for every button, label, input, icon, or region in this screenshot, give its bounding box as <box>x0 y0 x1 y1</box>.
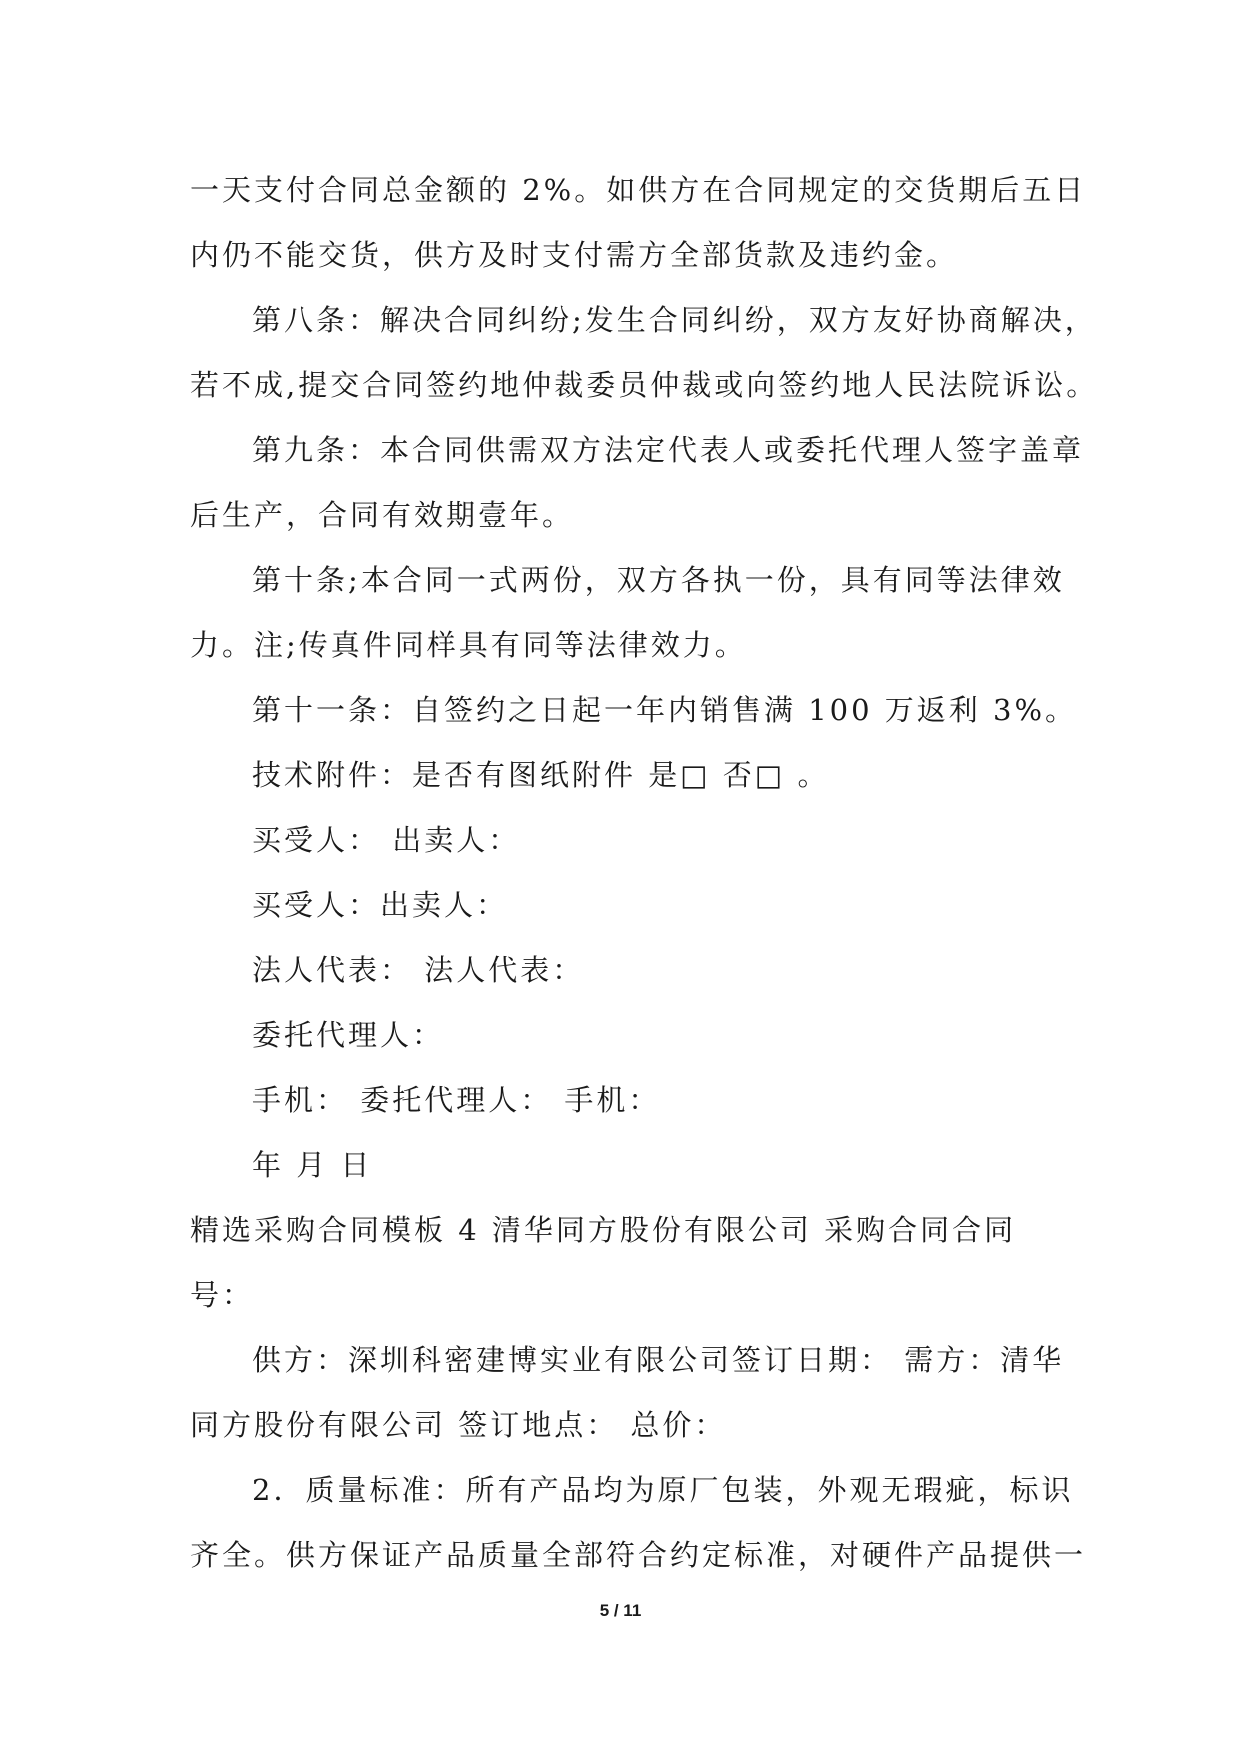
quality-standard: 2．质量标准：所有产品均为原厂包装，外观无瑕疵，标识 <box>252 1473 1074 1507</box>
date-line: 年 月 日 <box>252 1148 373 1182</box>
legal-representative-line: 法人代表： 法人代表： <box>252 953 585 987</box>
text-line: 后生产，合同有效期壹年。 <box>190 498 575 532</box>
buyer-seller-line: 买受人： 出卖人： <box>252 823 521 857</box>
buyer-seller-line: 买受人：出卖人： <box>252 888 509 922</box>
article-ten: 第十条;本合同一式两份，双方各执一份，具有同等法律效 <box>252 563 1065 597</box>
article-eight: 第八条：解决合同纠纷;发生合同纠纷，双方友好协商解决， <box>252 303 1097 337</box>
text-line: 若不成,提交合同签约地仲裁委员仲裁或向签约地人民法院诉讼。 <box>190 368 1099 402</box>
text-line: 力。注;传真件同样具有同等法律效力。 <box>190 628 747 662</box>
document-body <box>190 158 1099 1588</box>
text-line: 号： <box>190 1278 255 1312</box>
agent-line: 委托代理人： <box>252 1018 445 1052</box>
page-number: 5 / 11 <box>599 1601 642 1620</box>
phone-line: 手机： 委托代理人： 手机： <box>252 1083 661 1117</box>
article-eleven: 第十一条：自签约之日起一年内销售满 100 万返利 3%。 <box>252 693 1078 727</box>
text-line: 内仍不能交货，供方及时支付需方全部货款及违约金。 <box>190 238 959 272</box>
text-line: 齐全。供方保证产品质量全部符合约定标准，对硬件产品提供一 <box>190 1538 1087 1572</box>
section-title: 精选采购合同模板 4 清华同方股份有限公司 采购合同合同 <box>190 1213 1017 1247</box>
technical-attachment: 技术附件：是否有图纸附件 是□ 否□ 。 <box>252 758 830 792</box>
supplier-line: 供方：深圳科密建博实业有限公司签订日期： 需方：清华 <box>252 1343 1065 1377</box>
text-line: 同方股份有限公司 签订地点： 总价： <box>190 1408 727 1442</box>
article-nine: 第九条：本合同供需双方法定代表人或委托代理人签字盖章 <box>252 433 1085 467</box>
text-line: 一天支付合同总金额的 2%。如供方在合同规定的交货期后五日 <box>190 173 1087 207</box>
